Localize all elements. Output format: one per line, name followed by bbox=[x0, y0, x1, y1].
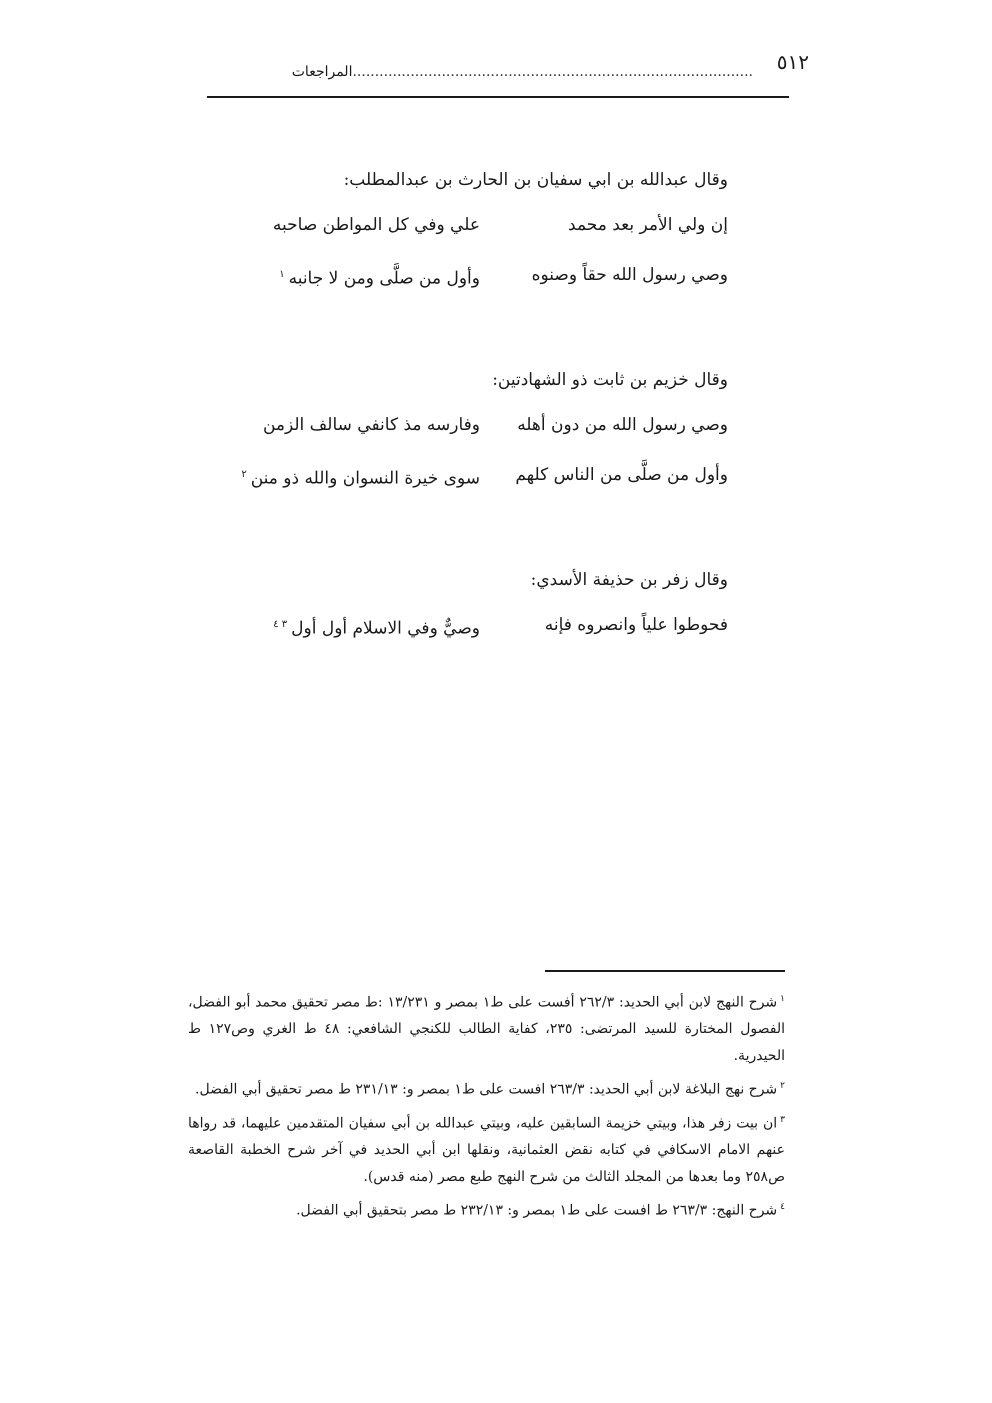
footnote-text: شرح نهج البلاغة لابن أبي الحديد: ٢٦٣/٣ افست على ط١ بمصر و: ٢٣١/١٣ ط مصر تحقيق أبي الفضل. bbox=[195, 1081, 778, 1098]
stanza-intro: وقال زفر بن حذيفة الأسدي: bbox=[530, 570, 728, 590]
second-hemistich bbox=[279, 250, 480, 304]
hemistich-text: سوى خيرة النسوان والله ذو منن bbox=[250, 468, 480, 489]
hemistich-text: وأول من صلَّى ومن لا جانبه bbox=[288, 268, 480, 289]
first-hemistich: فحوطوا علياً وانصروه فإنه bbox=[544, 615, 728, 635]
footnote-divider bbox=[545, 970, 785, 972]
verse-line bbox=[240, 400, 728, 450]
footnote-text: شرح النهج: ٢٦٣/٣ ط افست على ط١ بمصر و: ٢٣٢/١٣ ط مصر بتحقيق أبي الفضل. bbox=[296, 1203, 778, 1220]
page-header bbox=[207, 48, 809, 98]
verse-line bbox=[240, 250, 728, 300]
running-title bbox=[283, 64, 753, 80]
hemistich-text: وصيٌّ وفي الاسلام أول أول bbox=[291, 618, 480, 639]
footnote bbox=[188, 1073, 785, 1103]
stanza bbox=[240, 360, 728, 500]
first-hemistich: إن ولي الأمر بعد محمد bbox=[568, 215, 728, 235]
footnote-text: شرح النهج لابن أبي الحديد: ٢٦٢/٣ أفست على ط١ بمصر و ١٣/٢٣١ :ط مصر تحقيق محمد أبو الفضل، الفصول المختارة للسيد المرتضى: ٢٣٥، كفاية الطالب للكنجي الشافعي: ٤٨ ط الغري وص١٢٧ ط الحيدرية. bbox=[188, 994, 785, 1064]
running-title-text: المراجعات bbox=[291, 64, 353, 80]
verse-line bbox=[240, 600, 728, 650]
stanza bbox=[240, 560, 728, 650]
verse-line bbox=[240, 200, 728, 250]
page-number: ٥١٢ bbox=[776, 50, 809, 74]
footnote-number: ٢ bbox=[780, 1081, 785, 1092]
second-hemistich bbox=[273, 600, 480, 654]
footnote-ref[interactable]: ١ bbox=[279, 269, 285, 280]
footnote-ref[interactable]: ٢ bbox=[241, 469, 247, 480]
first-hemistich: وصي رسول الله من دون أهله bbox=[517, 415, 728, 435]
footnote-text: ان بيت زفر هذا، وبيتي خزيمة السابقين عليه، وبيتي عبدالله بن أبي سفيان المتقدمين عليهما، قد رواها عنهم الامام الاسكافي في كتابه نقض العثمانية، ونقلها ابن أبي الحديد في آخر شرح الخطبة القاصعة ص٢٥٨ وما بعدها من المجلد الثالث من شرح النهج طبع مصر (منه قدس). bbox=[188, 1115, 785, 1185]
footnotes bbox=[188, 986, 785, 1229]
footnote-ref[interactable]: ٣ ٤ bbox=[273, 619, 288, 630]
second-hemistich bbox=[241, 450, 480, 504]
stanza bbox=[240, 160, 728, 300]
footnote bbox=[188, 1107, 785, 1190]
stanza-intro: وقال خزيم بن ثابت ذو الشهادتين: bbox=[492, 370, 728, 390]
second-hemistich: وفارسه مذ كانفي سالف الزمن bbox=[262, 415, 480, 435]
second-hemistich: علي وفي كل المواطن صاحبه bbox=[272, 215, 480, 235]
footnote-number: ٣ bbox=[780, 1115, 785, 1126]
footnote-number: ٤ bbox=[780, 1202, 785, 1213]
footnote bbox=[188, 986, 785, 1069]
verse-line bbox=[240, 450, 728, 500]
footnote bbox=[188, 1194, 785, 1224]
leader-dots: .......................................................................................... bbox=[352, 64, 753, 80]
first-hemistich: وصي رسول الله حقاً وصنوه bbox=[531, 265, 728, 285]
first-hemistich: وأول من صلَّى من الناس كلهم bbox=[515, 465, 728, 485]
stanza-intro: وقال عبدالله بن ابي سفيان بن الحارث بن عبدالمطلب: bbox=[343, 170, 728, 190]
footnote-number: ١ bbox=[780, 994, 786, 1004]
